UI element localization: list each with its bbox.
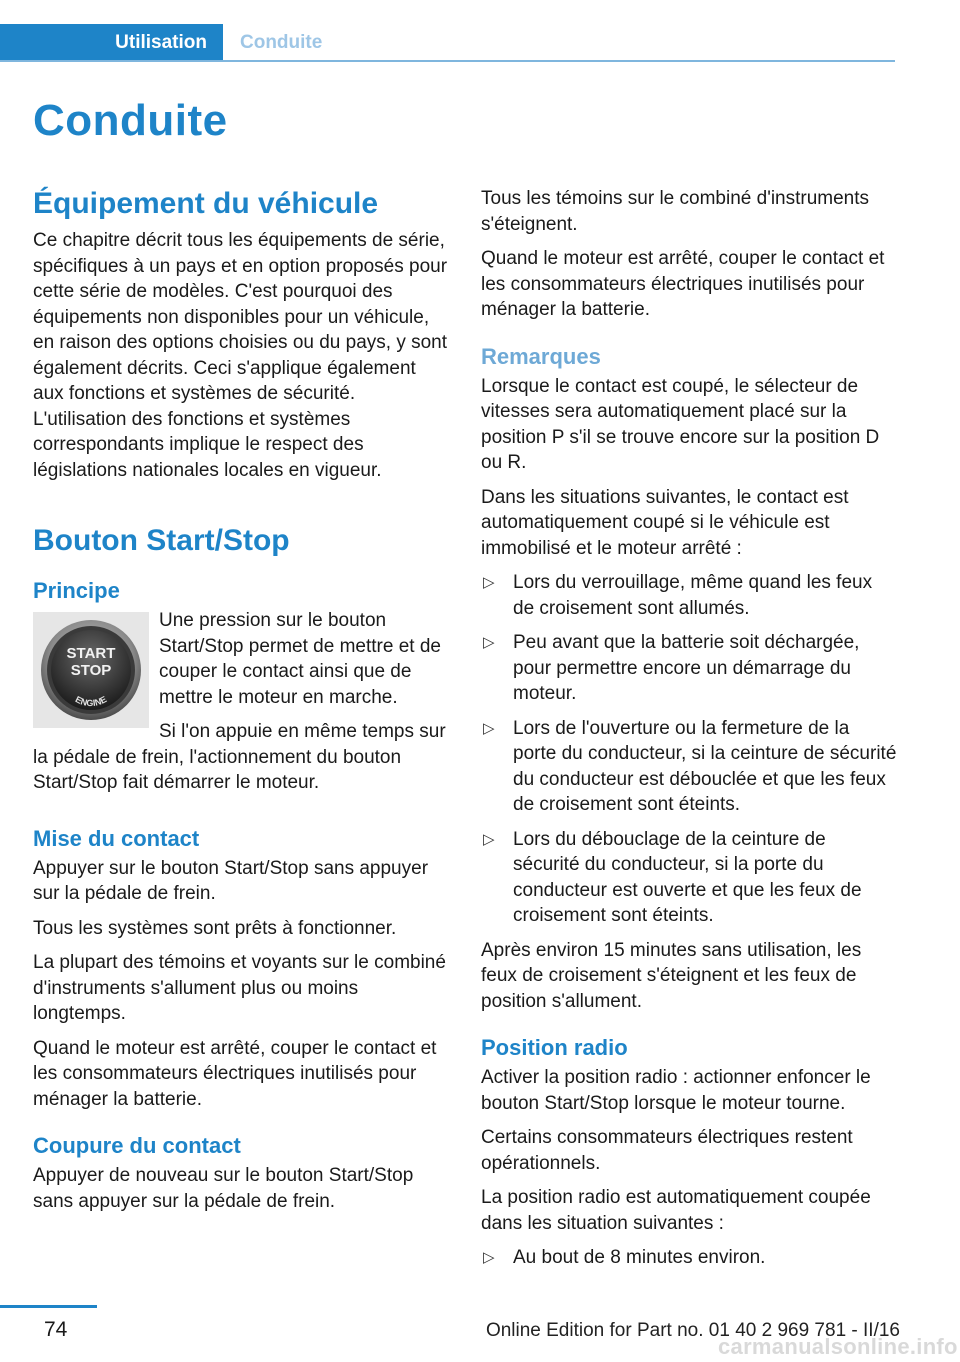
button-text-stop: STOP bbox=[70, 662, 112, 679]
left-column bbox=[33, 186, 449, 1223]
remarks-paragraph-1: Lorsque le contact est coupé, le sélecteur de vitesses sera automatiquement placé sur la position P s'il se trouve encore sur la position D ou R. bbox=[481, 375, 880, 473]
list-item bbox=[481, 827, 897, 929]
principle-paragraph-1: Une pression sur le bouton Start/Stop permet de mettre et de couper le contact ainsi que de mettre le moteur en marche. bbox=[159, 610, 441, 708]
radio-paragraph-2: Certains consommateurs électriques restent opérationnels. bbox=[481, 1127, 853, 1174]
tab-conduite[interactable]: Conduite bbox=[240, 32, 323, 53]
button-text-start: START bbox=[66, 645, 116, 662]
remarks-paragraph-2: Dans les situations suivantes, le contact est automatiquement coupé si le véhicule est immobilisé et le moteur arrêté : bbox=[481, 486, 849, 559]
page-number: 74 bbox=[44, 1318, 68, 1341]
list-item bbox=[481, 716, 897, 818]
ignition-on-paragraph-1: Appuyer sur le bouton Start/Stop sans appuyer sur la pédale de frein. bbox=[33, 857, 429, 904]
header-divider bbox=[0, 60, 895, 62]
start-stop-button-image bbox=[33, 612, 149, 728]
ignition-off-paragraph-1: Appuyer de nouveau sur le bouton Start/Stop sans appuyer sur la pédale de frein. bbox=[33, 1165, 414, 1212]
ignition-off-heading: Coupure du contact bbox=[33, 1133, 241, 1158]
radio-heading: Position radio bbox=[481, 1035, 628, 1060]
radio-paragraph-3: La position radio est automatiquement coupée dans les situation suivantes : bbox=[481, 1187, 871, 1234]
list-item-text: Lors du verrouillage, même quand les feux de croisement sont allumés. bbox=[513, 572, 873, 619]
equipment-text: Ce chapitre décrit tous les équipements de série, spécifiques à un pays et en option proposés pour cette série de modèles. C'est pourquoi des équipements non disponibles pour un véhicule, en raison des options choisies ou du pays, y sont également décrits. Ceci s'applique également aux fonctions et systèmes de sécurité. L'utilisation des fonctions et systèmes correspondants implique le respect des législations nationales locales en vigueur. bbox=[33, 230, 448, 481]
header-tabs bbox=[0, 24, 895, 62]
right-column bbox=[481, 186, 897, 1280]
list-item-text: Lors de l'ouverture ou la fermeture de la porte du conducteur, si la ceinture de sécurité du conducteur est débouclée et que les feux de croisement sont éteints. bbox=[513, 717, 897, 815]
list-item-text: Lors du débouclage de la ceinture de sécurité du conducteur, si la porte du conducteur est ouverte et que les feux de croisement sont éteints. bbox=[513, 828, 862, 926]
watermark: carmanualsonline.info bbox=[718, 1334, 958, 1359]
start-stop-button-icon bbox=[39, 618, 143, 722]
equipment-heading: Équipement du véhicule bbox=[33, 187, 379, 220]
ignition-on-heading: Mise du contact bbox=[33, 825, 200, 851]
button-text-engine: ENGINE bbox=[73, 694, 109, 709]
list-item-text: Au bout de 8 minutes environ. bbox=[513, 1247, 766, 1268]
right-paragraph-2: Quand le moteur est arrêté, couper le contact et les consommateurs électriques inutilisés pour ménager la batterie. bbox=[481, 248, 885, 320]
remarks-paragraph-3: Après environ 15 minutes sans utilisation, les feux de croisement s'éteignent et les feux de position s'allument. bbox=[481, 939, 862, 1012]
footer-divider bbox=[0, 1305, 97, 1308]
principle-paragraph-2: Si l'on appuie en même temps sur la pédale de frein, l'actionnement du bouton Start/Stop fait démarrer le moteur. bbox=[33, 721, 446, 793]
triangle-bullet-icon: ▷ bbox=[483, 830, 495, 848]
list-item-text: Peu avant que la batterie soit déchargée, pour permettre encore un démarrage du moteur. bbox=[513, 632, 860, 704]
list-item bbox=[481, 570, 897, 621]
triangle-bullet-icon: ▷ bbox=[483, 1249, 495, 1266]
ignition-on-paragraph-3: La plupart des témoins et voyants sur le combiné d'instruments s'allument plus ou moins longtemps. bbox=[33, 952, 446, 1024]
start-stop-heading: Bouton Start/Stop bbox=[33, 524, 290, 557]
list-item bbox=[481, 1245, 897, 1271]
remarks-list bbox=[481, 570, 897, 929]
principle-block bbox=[33, 608, 449, 805]
ignition-on-paragraph-2: Tous les systèmes sont prêts à fonctionner. bbox=[33, 917, 397, 939]
edition-label: Online Edition for Part no. 01 40 2 969 781 - II/16 bbox=[485, 1320, 900, 1341]
radio-paragraph-1: Activer la position radio : actionner enfoncer le bouton Start/Stop lorsque le moteur tourne. bbox=[481, 1067, 871, 1114]
list-item bbox=[481, 630, 897, 707]
triangle-bullet-icon: ▷ bbox=[483, 719, 495, 737]
remarks-heading: Remarques bbox=[481, 343, 601, 369]
tab-utilisation[interactable]: Utilisation bbox=[0, 24, 223, 62]
chapter-title: Conduite bbox=[33, 96, 228, 145]
principle-heading: Principe bbox=[33, 578, 120, 603]
ignition-on-paragraph-4: Quand le moteur est arrêté, couper le contact et les consommateurs électriques inutilisés pour ménager la batterie. bbox=[33, 1037, 437, 1110]
triangle-bullet-icon: ▷ bbox=[483, 574, 495, 591]
radio-list bbox=[481, 1245, 897, 1271]
right-paragraph-1: Tous les témoins sur le combiné d'instruments s'éteignent. bbox=[481, 188, 870, 235]
triangle-bullet-icon: ▷ bbox=[483, 634, 495, 651]
